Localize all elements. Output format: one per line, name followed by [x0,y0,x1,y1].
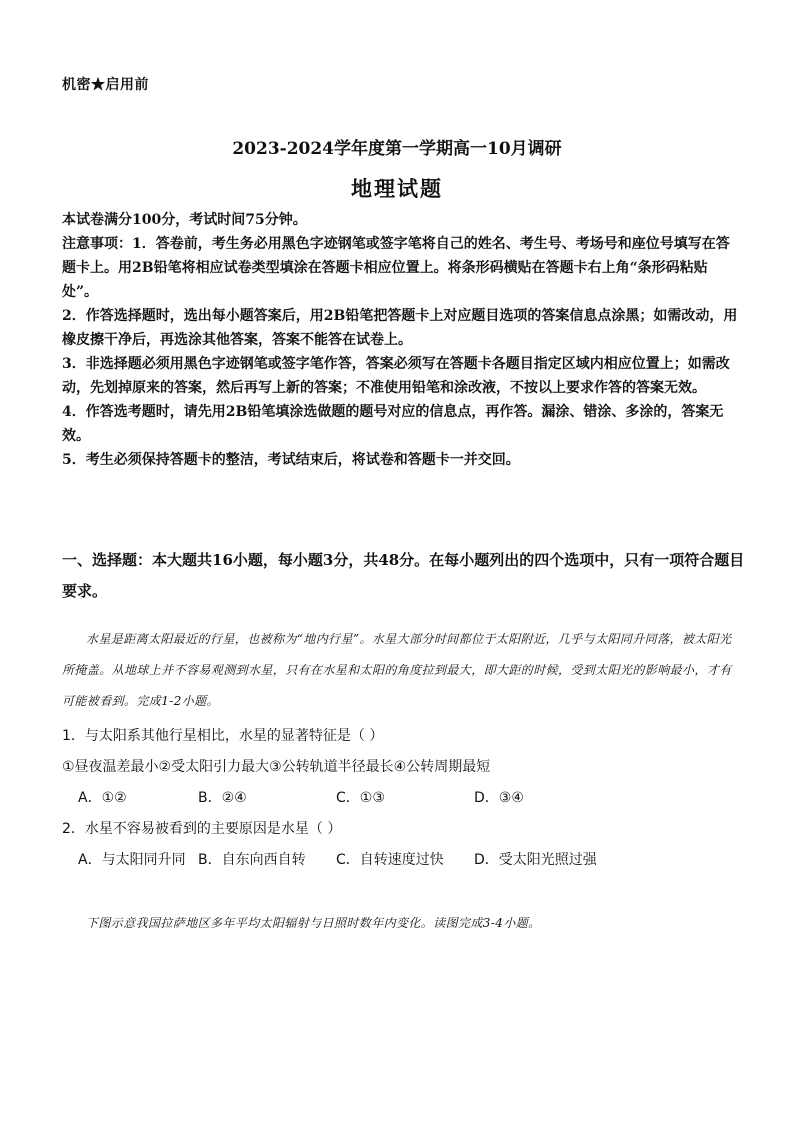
instructions [62,208,742,472]
instruction-item: 3．非选择题必须用黑色字迹钢笔或签字笔作答，答案必须写在答题卡各题目指定区域内相应位置上；如需改动，先划掉原来的答案，然后再写上新的答案；不准使用铅笔和涂改液，不按以上要求作答的答案无效。 [62,356,730,396]
reading-passage [62,624,742,717]
option-a: A．①② [78,790,127,806]
question-2-stem: 2．水星不容易被看到的主要原因是水星（ ） [62,821,342,837]
subject-title: 地理试题 [351,176,443,201]
instruction-item: 5．考生必须保持答题卡的整洁，考试结束后，将试卷和答题卡一并交回。 [62,452,520,468]
instruction-item: 4．作答选考题时，请先用2B铅笔填涂选做题的题号对应的信息点，再作答。漏涂、错涂、多涂的，答案无效。 [62,404,724,444]
question-1-stem: 1．与太阳系其他行星相比，水星的显著特征是（ ） [62,728,384,744]
option-a: A．与太阳同升同 [78,852,186,868]
confidential-mark: 机密★启用前 [62,77,149,93]
instruction-item: 注意事项：1．答卷前，考生务必用黑色字迹钢笔或签字笔将自己的姓名、考生号、考场号和座位号填写在答题卡上。用2B铅笔将相应试卷类型填涂在答题卡相应位置上。将条形码横贴在答题卡右上角“条形码粘贴处”。 [62,236,730,300]
option-c: C．自转速度过快 [336,852,444,868]
option-d: D．受太阳光照过强 [474,852,597,868]
question-2-options [78,850,597,870]
question-1-statements: ①昼夜温差最小②受太阳引力最大③公转轨道半径最长④公转周期最短 [62,759,491,775]
passage-text: 水星是距离太阳最近的行星，也被称为“地内行星”。水星大部分时间都位于太阳附近，几乎与太阳同升同落，被太阳光所掩盖。从地球上并不容易观测到水星，只有在水星和太阳的角度拉到最大，即大距的时候，受到太阳光的影响最小，才有可能被看到。完成1-2小题。 [62,632,732,708]
option-b: B．自东向西自转 [198,852,306,868]
option-b: B．②④ [198,790,247,806]
option-c: C．①③ [336,790,385,806]
figure-intro: 下图示意我国拉萨地区多年平均太阳辐射与日照时数年内变化。读图完成3-4小题。 [86,916,541,930]
score-line: 本试卷满分100分，考试时间75分钟。 [62,212,307,228]
exam-title: 2023-2024学年度第一学期高一10月调研 [232,139,562,159]
question-1-options [78,788,524,808]
instruction-item: 2．作答选择题时，选出每小题答案后，用2B铅笔把答题卡上对应题目选项的答案信息点涂黑；如需改动，用橡皮擦干净后，再选涂其他答案，答案不能答在试卷上。 [62,308,738,348]
section-heading: 一、选择题：本大题共16小题，每小题3分，共48分。在每小题列出的四个选项中，只有一项符合题目要求。 [62,551,745,600]
option-d: D．③④ [474,790,524,806]
